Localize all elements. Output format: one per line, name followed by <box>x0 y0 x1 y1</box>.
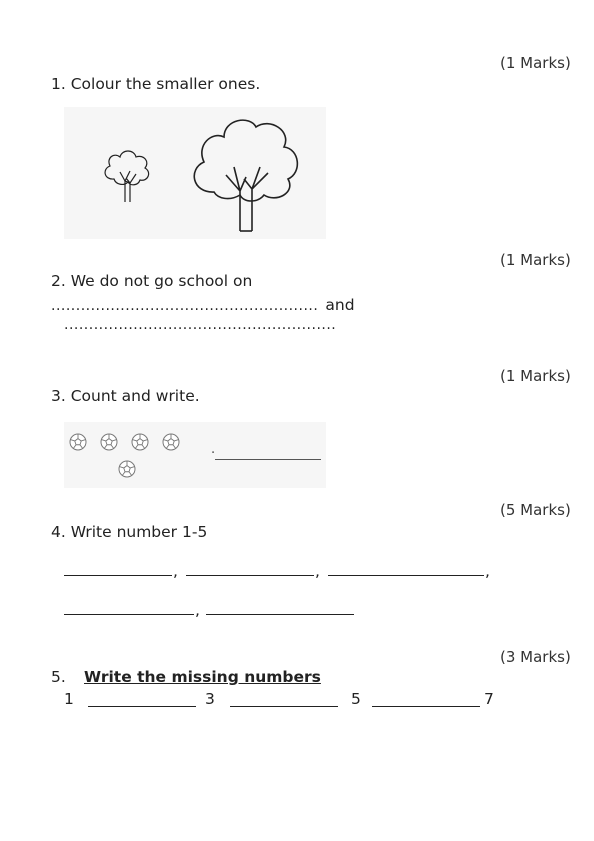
q3-question: 3. Count and write. <box>51 387 200 405</box>
q1-question: 1. Colour the smaller ones. <box>51 75 261 93</box>
football-icon <box>101 434 117 450</box>
q3-marks: (1 Marks) <box>500 367 571 385</box>
q5-number: 5. <box>51 668 66 686</box>
large-tree-icon <box>194 120 297 231</box>
football-icon <box>119 461 135 477</box>
q5-blank-2[interactable] <box>88 706 196 707</box>
q2-answer-line-1[interactable] <box>51 295 355 314</box>
q5-number-3: 3 <box>205 690 215 708</box>
q2-blank-2[interactable]: ....................................................... <box>64 317 337 333</box>
q3-answer-dot: . <box>211 442 216 457</box>
balls-image <box>64 422 326 488</box>
q4-comma-3: , <box>485 562 490 580</box>
trees-image <box>64 107 326 239</box>
q2-question: 2. We do not go school on <box>51 272 253 290</box>
q5-number-5: 5 <box>351 690 361 708</box>
q2-blank-1[interactable]: ...................................................... <box>51 298 319 314</box>
q5-blank-4[interactable] <box>230 706 338 707</box>
q4-comma-2: , <box>315 562 320 580</box>
q4-marks: (5 Marks) <box>500 501 571 519</box>
q3-answer-line[interactable] <box>215 459 321 460</box>
football-icon <box>132 434 148 450</box>
football-icon <box>163 434 179 450</box>
q5-marks: (3 Marks) <box>500 648 571 666</box>
q4-question: 4. Write number 1-5 <box>51 523 208 541</box>
q5-blank-6[interactable] <box>372 706 480 707</box>
q4-comma-4: , <box>195 601 200 619</box>
q4-blank-4[interactable] <box>64 614 194 615</box>
q4-blank-3[interactable] <box>328 575 484 576</box>
football-icon <box>70 434 86 450</box>
q2-and-word: and <box>325 296 355 314</box>
q5-title: Write the missing numbers <box>84 668 321 686</box>
q5-number-1: 1 <box>64 690 74 708</box>
q4-blank-1[interactable] <box>64 575 172 576</box>
q4-blank-5[interactable] <box>206 614 354 615</box>
q4-comma-1: , <box>173 562 178 580</box>
q4-blank-2[interactable] <box>186 575 314 576</box>
q5-number-7: 7 <box>484 690 494 708</box>
q1-marks: (1 Marks) <box>500 54 571 72</box>
q2-marks: (1 Marks) <box>500 251 571 269</box>
small-tree-icon <box>105 151 149 202</box>
